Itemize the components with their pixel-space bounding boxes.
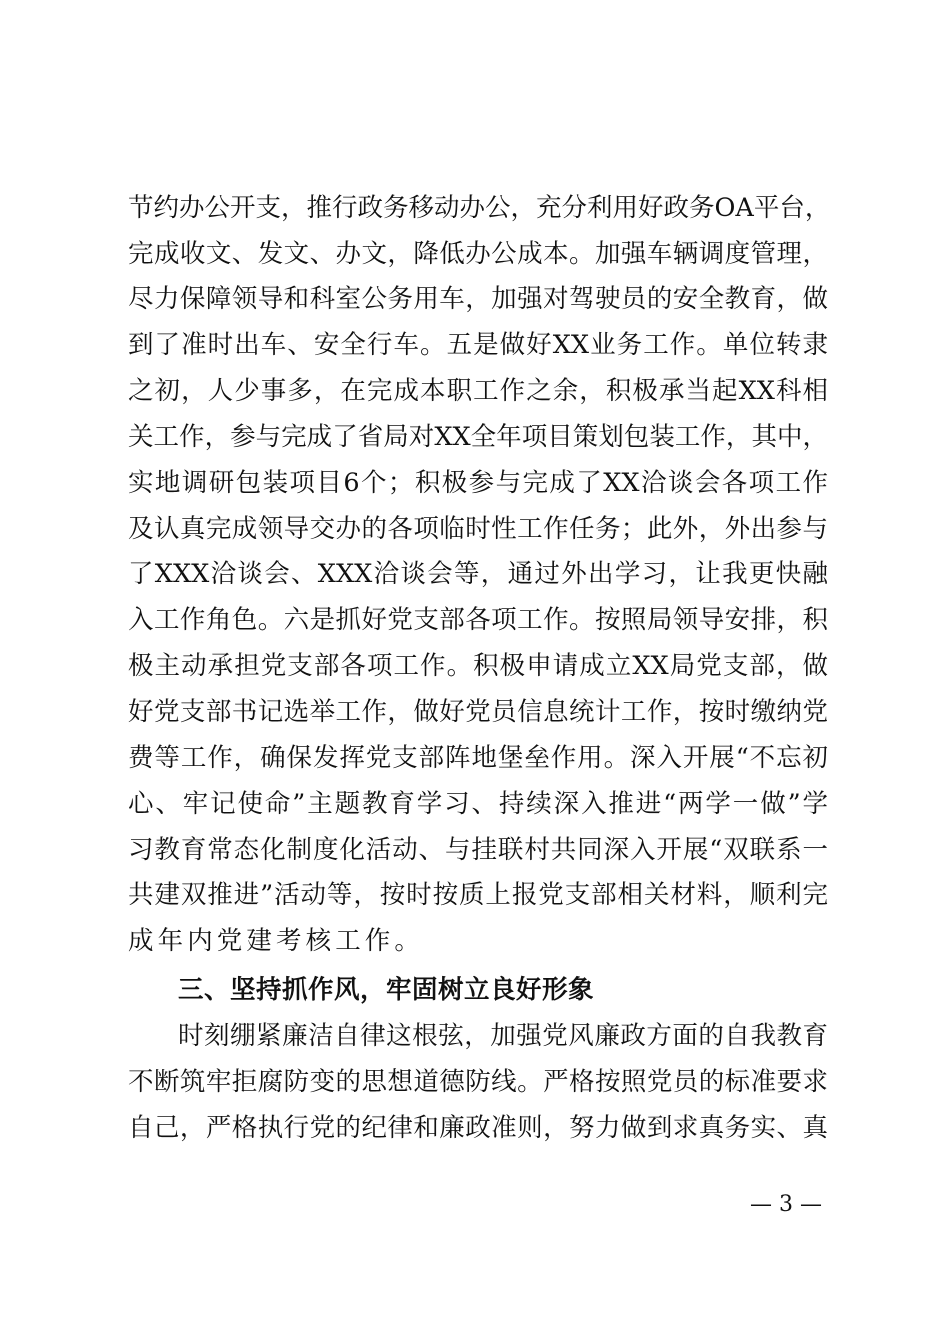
text-line: 入工作角色。六是抓好党支部各项工作。按照局领导安排，积: [128, 605, 828, 635]
text-line: 到了准时出车、安全行车。五是做好XX业务工作。单位转隶: [128, 330, 828, 360]
text-line: 费等工作，确保发挥党支部阵地堡垒作用。深入开展“不忘初: [128, 743, 828, 773]
text-line: 时刻绷紧廉洁自律这根弦，加强党风廉政方面的自我教育: [178, 1021, 828, 1051]
text-line: 共建双推进”活动等，按时按质上报党支部相关材料，顺利完: [128, 880, 828, 910]
text-line: 完成收文、发文、办文，降低办公成本。加强车辆调度管理，: [128, 239, 828, 269]
text-line: 实地调研包装项目6个；积极参与完成了XX洽谈会各项工作: [128, 468, 828, 498]
text-line: 不断筑牢拒腐防变的思想道德防线。严格按照党员的标准要求: [128, 1067, 828, 1097]
text-line: 及认真完成领导交办的各项临时性工作任务；此外，外出参与: [128, 514, 828, 544]
text-line: 心、牢记使命”主题教育学习、持续深入推进“两学一做”学: [128, 789, 828, 819]
page-number: — 3 —: [750, 1192, 822, 1217]
text-line: 关工作，参与完成了省局对XX全年项目策划包装工作，其中，: [128, 422, 828, 452]
text-line: 极主动承担党支部各项工作。积极申请成立XX局党支部，做: [128, 651, 828, 681]
text-line: 自己，严格执行党的纪律和廉政准则，努力做到求真务实、真: [128, 1113, 828, 1143]
text-line: 成年内党建考核工作。: [128, 926, 425, 956]
text-line: 了XXX洽谈会、XXX洽谈会等，通过外出学习，让我更快融: [128, 559, 828, 589]
text-line: 之初，人少事多，在完成本职工作之余，积极承当起XX科相: [128, 376, 828, 406]
text-line: 尽力保障领导和科室公务用车，加强对驾驶员的安全教育，做: [128, 284, 828, 314]
section-heading: 三、坚持抓作风，牢固树立良好形象: [178, 975, 595, 1005]
text-line: 节约办公开支，推行政务移动办公，充分利用好政务OA平台，: [128, 193, 831, 223]
text-line: 好党支部书记选举工作，做好党员信息统计工作，按时缴纳党: [128, 697, 828, 727]
text-line: 习教育常态化制度化活动、与挂联村共同深入开展“双联系一: [128, 835, 828, 865]
